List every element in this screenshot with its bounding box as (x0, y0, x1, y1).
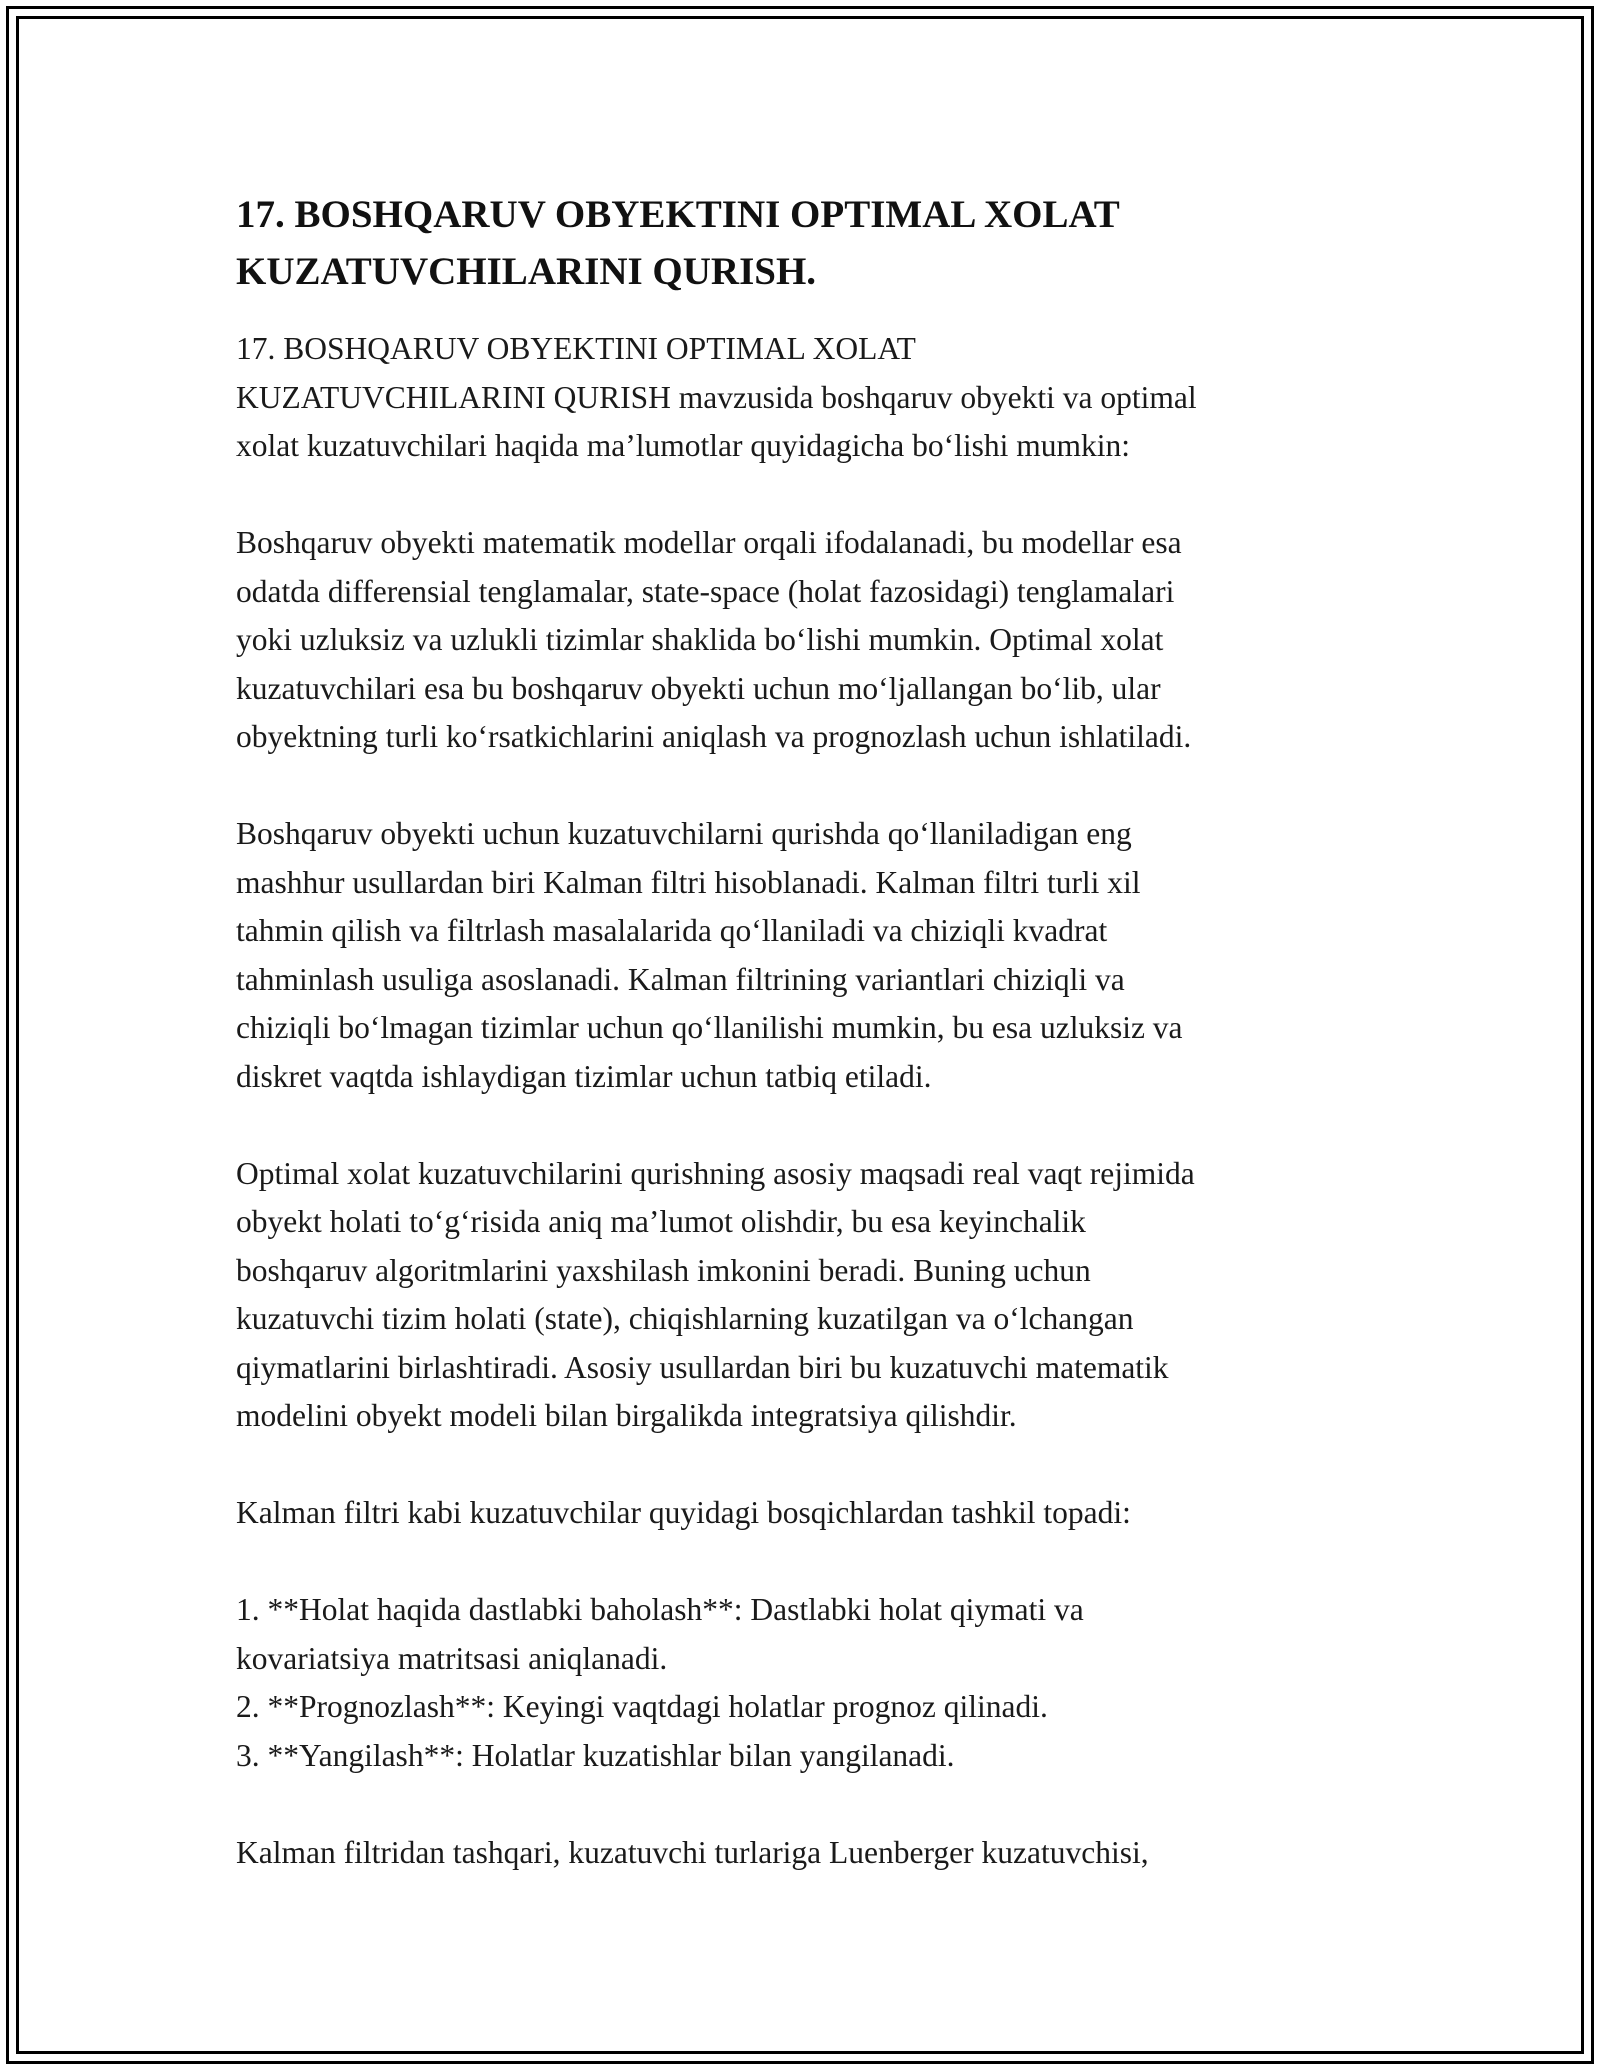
paragraph-3 (236, 1150, 1376, 1441)
text-line: obyektning turli ko‘rsatkichlarini aniqlash va prognozlash uchun ishlatiladi. (236, 719, 1192, 754)
text-line: qiymatlarini birlashtiradi. Asosiy usullardan biri bu kuzatuvchi matematik (236, 1349, 1169, 1385)
text-line: Boshqaruv obyekti uchun kuzatuvchilarni qurishda qo‘llaniladigan eng (236, 816, 1132, 851)
text-line: diskret vaqtda ishlaydigan tizimlar uchun tatbiq etiladi. (236, 1058, 932, 1094)
text-line: mashhur usullardan biri Kalman filtri hisoblanadi. Kalman filtri turli xil (236, 864, 1141, 900)
text-line: chiziqli bo‘lmagan tizimlar uchun qo‘llanilishi mumkin, bu esa uzluksiz va (236, 1010, 1183, 1045)
text-line: tahmin qilish va filtrlash masalalarida qo‘llaniladi va chiziqli kvadrat (236, 913, 1108, 948)
document-body (236, 325, 1376, 1877)
title-line: 17. BOSHQARUV OBYEKTINI OPTIMAL XOLAT (236, 193, 1120, 236)
text-line: KUZATUVCHILARINI QURISH mavzusida boshqaruv obyekti va optimal (236, 379, 1197, 415)
text-line: Kalman filtri kabi kuzatuvchilar quyidagi bosqichlardan tashkil topadi: (236, 1495, 1131, 1530)
text-line: modelini obyekt modeli bilan birgalikda integratsiya qilishdir. (236, 1398, 1017, 1433)
text-line: 17. BOSHQARUV OBYEKTINI OPTIMAL XOLAT (236, 331, 916, 366)
text-line: odatda differensial tenglamalar, state-space (holat fazosidagi) tenglamalari (236, 573, 1175, 609)
text-line: boshqaruv algoritmlarini yaxshilash imkonini beradi. Buning uchun (236, 1252, 1091, 1288)
text-line: kuzatuvchilari esa bu boshqaruv obyekti uchun mo‘ljallangan bo‘lib, ular (236, 670, 1161, 706)
list-item-continuation: kovariatsiya matritsasi aniqlanadi. (236, 1640, 668, 1676)
title-line: KUZATUVCHILARINI QURISH. (236, 250, 817, 293)
list-item: 2. **Prognozlash**: Keyingi vaqtdagi holatlar prognoz qilinadi. (236, 1689, 1048, 1724)
text-line: xolat kuzatuvchilari haqida ma’lumotlar quyidagicha bo‘lishi mumkin: (236, 428, 1131, 463)
document-content (236, 186, 1376, 1877)
intro-paragraph (236, 325, 1376, 471)
paragraph-4 (236, 1489, 1376, 1538)
text-line: tahminlash usuliga asoslanadi. Kalman filtrining variantlari chiziqli va (236, 961, 1125, 997)
text-line: Boshqaruv obyekti matematik modellar orqali ifodalanadi, bu modellar esa (236, 525, 1182, 560)
paragraph-1 (236, 519, 1376, 762)
paragraph-5 (236, 1829, 1376, 1878)
document-title (236, 186, 1376, 300)
text-line: kuzatuvchi tizim holati (state), chiqishlarning kuzatilgan va o‘lchangan (236, 1301, 1134, 1336)
steps-list (236, 1586, 1376, 1780)
text-line: obyekt holati to‘g‘risida aniq ma’lumot olishdir, bu esa keyinchalik (236, 1204, 1086, 1239)
list-item: 1. **Holat haqida dastlabki baholash**: Dastlabki holat qiymati va (236, 1592, 1084, 1627)
text-line: Kalman filtridan tashqari, kuzatuvchi turlariga Luenberger kuzatuvchisi, (236, 1834, 1149, 1870)
text-line: yoki uzluksiz va uzlukli tizimlar shaklida bo‘lishi mumkin. Optimal xolat (236, 622, 1164, 657)
list-item: 3. **Yangilash**: Holatlar kuzatishlar bilan yangilanadi. (236, 1737, 955, 1773)
paragraph-2 (236, 810, 1376, 1101)
text-line: Optimal xolat kuzatuvchilarini qurishning asosiy maqsadi real vaqt rejimida (236, 1155, 1195, 1191)
